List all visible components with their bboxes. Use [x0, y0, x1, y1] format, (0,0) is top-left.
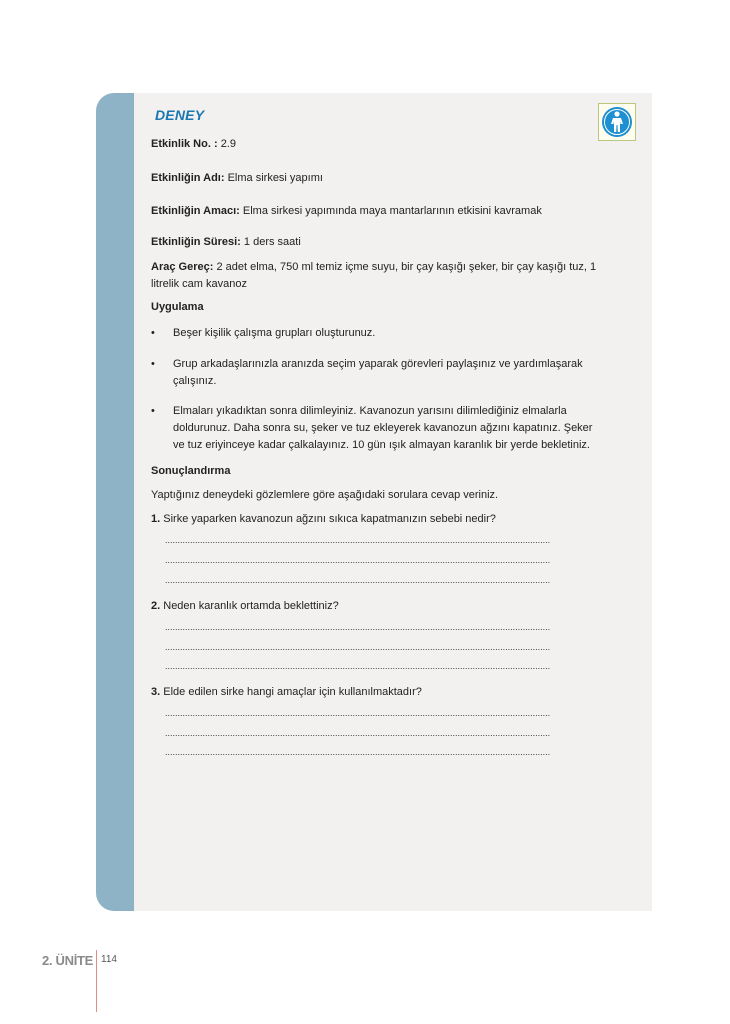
- application-step-line: Elmaları yıkadıktan sonra dilimleyiniz. Kavanozun yarısını dilimlediğiniz elmalarla: [173, 405, 567, 417]
- answer-line[interactable]: ..........................................................................................................................................................: [165, 747, 551, 757]
- answer-line[interactable]: ..........................................................................................................................................................: [165, 642, 551, 652]
- application-step-line: doldurunuz. Daha sonra su, şeker ve tuz ekleyerek kavanozun ağzını kapatınız. Şeker: [173, 422, 593, 434]
- activity-duration: [151, 234, 631, 251]
- page-number: 114: [101, 954, 117, 965]
- question: [151, 598, 631, 615]
- question-text: Sirke yaparken kavanozun ağzını sıkıca kapatmanızın sebebi nedir?: [163, 513, 496, 525]
- activity-tools-value: 2 adet elma, 750 ml temiz içme suyu, bir çay kaşığı şeker, bir çay kaşığı tuz, 1: [216, 261, 597, 273]
- activity-name-label: Etkinliğin Adı:: [151, 172, 225, 184]
- application-step-line: Grup arkadaşlarınızla aranızda seçim yaparak görevleri paylaşınız ve yardımlaşarak: [173, 358, 583, 370]
- application-step: [173, 325, 633, 342]
- activity-tools-value-cont: litrelik cam kavanoz: [151, 278, 247, 290]
- activity-name: [151, 170, 631, 187]
- application-heading: Uygulama: [151, 301, 204, 313]
- conclusion-heading: Sonuçlandırma: [151, 465, 231, 477]
- question: [151, 511, 631, 528]
- answer-line[interactable]: ..........................................................................................................................................................: [165, 661, 551, 671]
- question-number: 2.: [151, 600, 161, 612]
- application-step-line: ve tuz eriyinceye kadar çalkalayınız. 10 gün ışık almayan karanlık bir yerde bekletiniz.: [173, 439, 590, 451]
- activity-name-value: Elma sirkesi yapımı: [227, 172, 323, 184]
- question: [151, 684, 631, 701]
- application-step-line: Beşer kişilik çalışma grupları oluşturunuz.: [173, 327, 376, 339]
- activity-goal-value: Elma sirkesi yapımında maya mantarlarının etkisini kavramak: [242, 205, 542, 217]
- bullet-marker: •: [151, 405, 155, 417]
- answer-line[interactable]: ..........................................................................................................................................................: [165, 535, 551, 545]
- activity-number-label: Etkinlik No. :: [151, 138, 218, 150]
- answer-line[interactable]: ..........................................................................................................................................................: [165, 555, 551, 565]
- section-title: DENEY: [155, 107, 205, 123]
- application-step: [173, 356, 633, 390]
- answer-line[interactable]: ..........................................................................................................................................................: [165, 708, 551, 718]
- question-number: 3.: [151, 686, 161, 698]
- activity-goal: [151, 203, 631, 220]
- application-step-line: çalışınız.: [173, 375, 217, 387]
- bullet-marker: •: [151, 358, 155, 370]
- question-number: 1.: [151, 513, 161, 525]
- answer-line[interactable]: ..........................................................................................................................................................: [165, 575, 551, 585]
- activity-tools-label: Araç Gereç:: [151, 261, 214, 273]
- question-text: Elde edilen sirke hangi amaçlar için kullanılmaktadır?: [163, 686, 422, 698]
- answer-line[interactable]: ..........................................................................................................................................................: [165, 622, 551, 632]
- footer-divider: [96, 950, 97, 1012]
- activity-goal-label: Etkinliğin Amacı:: [151, 205, 240, 217]
- activity-number-value: 2.9: [220, 138, 236, 150]
- application-step: [173, 403, 633, 454]
- answer-line[interactable]: ..........................................................................................................................................................: [165, 728, 551, 738]
- activity-duration-label: Etkinliğin Süresi:: [151, 236, 241, 248]
- question-text: Neden karanlık ortamda beklettiniz?: [163, 600, 339, 612]
- activity-tools: [151, 259, 631, 293]
- activity-duration-value: 1 ders saati: [243, 236, 301, 248]
- unit-label: 2. ÜNİTE: [42, 953, 94, 968]
- conclusion-intro: Yaptığınız deneydeki gözlemlere göre aşağıdaki sorulara cevap veriniz.: [151, 489, 499, 501]
- bullet-marker: •: [151, 327, 155, 339]
- activity-number: [151, 136, 631, 153]
